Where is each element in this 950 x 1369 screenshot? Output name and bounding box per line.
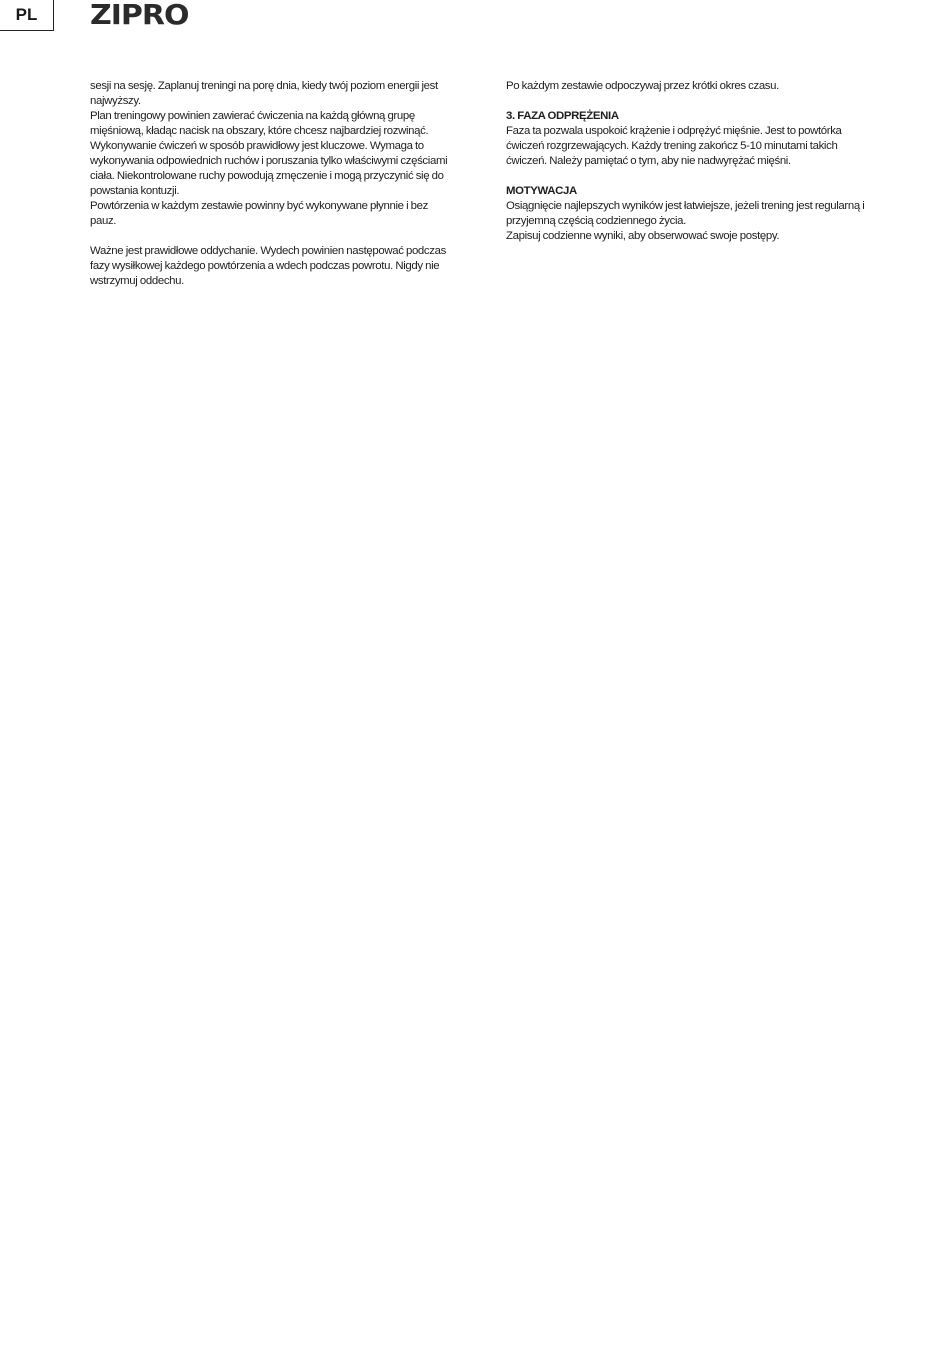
language-tab: PL <box>0 0 54 31</box>
paragraph-session-planning: sesji na sesję. Zaplanuj treningi na porę dnia, kiedy twój poziom energii jest najwyższy. <box>90 80 438 107</box>
paragraph-breathing: Ważne jest prawidłowe oddychanie. Wydech powinien następować podczas fazy wysiłkowej każdego powtórzenia a wdech podczas powrotu. Nigdy nie wstrzymuj oddechu. <box>90 245 446 287</box>
heading-cooldown-phase: 3. FAZA ODPRĘŻENIA <box>506 110 619 122</box>
paragraph-cooldown: Faza ta pozwala uspokoić krążenie i odprężyć mięśnie. Jest to powtórka ćwiczeń rozgrzewających. Każdy trening zakończ 5-10 minutami takich ćwiczeń. Należy pamiętać o tym, aby nie nadwyrężać mięśni. <box>506 125 842 167</box>
spacer <box>506 94 866 109</box>
paragraph-motivation: Osiągnięcie najlepszych wyników jest łatwiejsze, jeżeli trening jest regularną i przyjemną częścią codziennego życia. <box>506 200 865 227</box>
paragraph-record-results: Zapisuj codzienne wyniki, aby obserwować swoje postępy. <box>506 230 780 242</box>
paragraph-rest: Po każdym zestawie odpoczywaj przez krótki okres czasu. <box>506 80 779 92</box>
brand-logo: ZIPRO <box>90 0 189 32</box>
paragraph-repetitions: Powtórzenia w każdym zestawie powinny być wykonywane płynnie i bez pauz. <box>90 200 428 227</box>
paragraph-correct-execution: Wykonywanie ćwiczeń w sposób prawidłowy jest kluczowe. Wymaga to wykonywania odpowiednich ruchów i poruszania tylko właściwymi częściami ciała. Niekontrolowane ruchy powodują zmęczenie i mogą przyczynić się do powstania kontuzji. <box>90 140 448 197</box>
heading-motivation: MOTYWACJA <box>506 185 577 197</box>
paragraph-training-plan: Plan treningowy powinien zawierać ćwiczenia na każdą główną grupę mięśniową, kładąc nacisk na obszary, które chcesz najbardziej rozwinąć. <box>90 110 429 137</box>
spacer <box>506 169 866 184</box>
left-column <box>90 79 454 289</box>
spacer <box>90 229 454 244</box>
right-column <box>506 79 866 244</box>
